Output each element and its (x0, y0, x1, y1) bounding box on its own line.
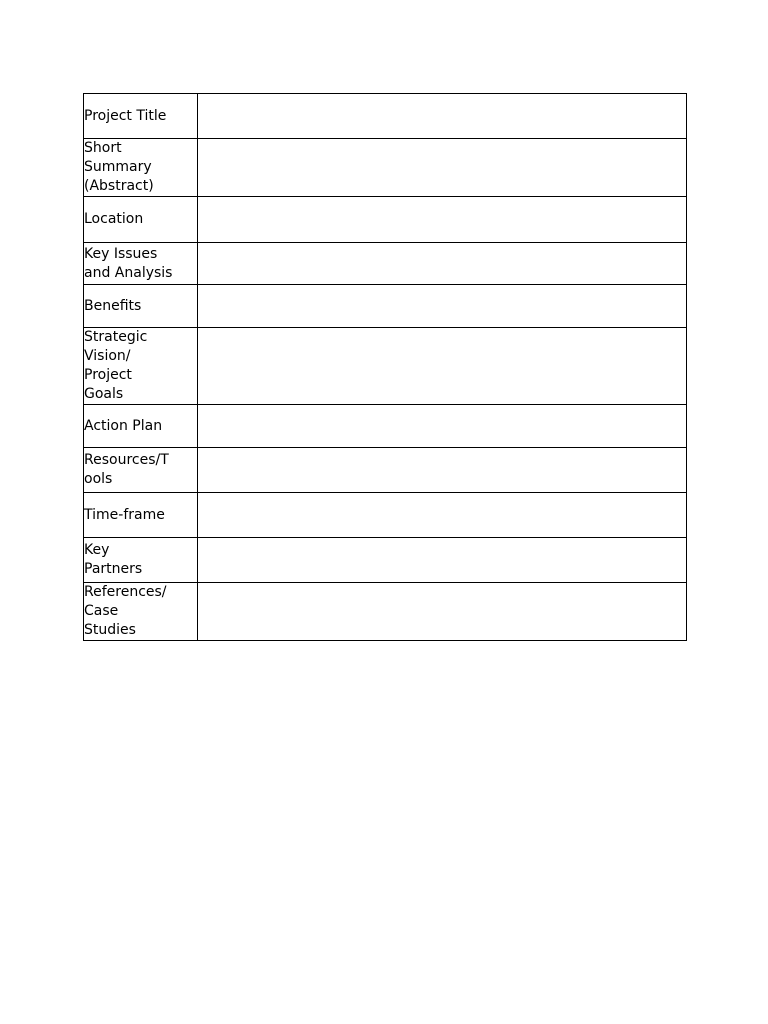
table-row-short-summary (84, 139, 687, 197)
row-label-benefits: Benefits (84, 297, 142, 314)
value-cell-short-summary[interactable] (198, 139, 687, 197)
label-cell (84, 139, 198, 197)
table-row-benefits (84, 285, 687, 328)
table-row-references (84, 583, 687, 641)
row-label-time-frame: Time-frame (84, 506, 165, 523)
row-label-project-title: Project Title (84, 107, 167, 124)
value-cell-action-plan[interactable] (198, 405, 687, 448)
table-row-key-partners (84, 538, 687, 583)
row-label-action-plan: Action Plan (84, 417, 163, 434)
value-cell-project-title[interactable] (198, 94, 687, 139)
label-cell (84, 243, 198, 285)
row-label-key-partners: Key Partners (84, 542, 143, 577)
label-cell (84, 197, 198, 243)
label-cell (84, 328, 198, 405)
row-label-location: Location (84, 211, 144, 227)
label-cell (84, 94, 198, 139)
table-row-location (84, 197, 687, 243)
table-row-project-title (84, 94, 687, 139)
value-cell-references[interactable] (198, 583, 687, 641)
value-cell-key-partners[interactable] (198, 538, 687, 583)
label-cell (84, 285, 198, 328)
row-label-references: References/ Case Studies (84, 584, 167, 638)
table-row-strategic-vision (84, 328, 687, 405)
value-cell-strategic-vision[interactable] (198, 328, 687, 405)
value-cell-benefits[interactable] (198, 285, 687, 328)
row-label-strategic-vision: Strategic Vision/ Project Goals (84, 329, 148, 402)
table-row-key-issues (84, 243, 687, 285)
label-cell (84, 448, 198, 493)
table-row-action-plan (84, 405, 687, 448)
label-cell (84, 493, 198, 538)
row-label-resources-tools: Resources/T ools (84, 452, 169, 487)
label-cell (84, 538, 198, 583)
value-cell-time-frame[interactable] (198, 493, 687, 538)
table-row-time-frame (84, 493, 687, 538)
value-cell-location[interactable] (198, 197, 687, 243)
label-cell (84, 583, 198, 641)
row-label-short-summary: Short Summary (Abstract) (84, 140, 154, 194)
row-label-key-issues: Key Issues and Analysis (84, 245, 173, 281)
project-form-table (83, 93, 687, 641)
label-cell (84, 405, 198, 448)
value-cell-key-issues[interactable] (198, 243, 687, 285)
table-row-resources-tools (84, 448, 687, 493)
value-cell-resources-tools[interactable] (198, 448, 687, 493)
